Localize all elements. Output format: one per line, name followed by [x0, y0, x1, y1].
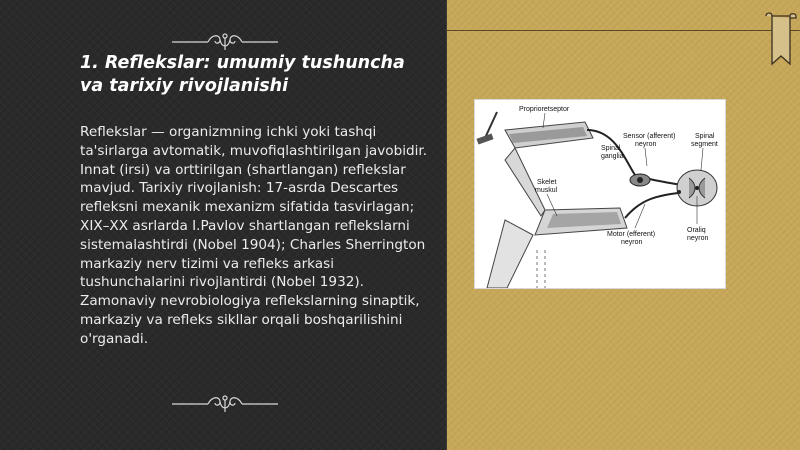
label-oraliq-1: Oraliq: [687, 227, 706, 234]
label-spinal-segment-1: Spinal: [695, 133, 715, 140]
label-skelet-2: muskul: [535, 187, 558, 194]
bookmark-ribbon-icon: [764, 12, 798, 70]
slide-title: 1. Reflekslar: umumiy tushuncha va tarixiy rivojlanishi: [80, 53, 405, 96]
label-proprioreceptor: Proprioretseptor: [519, 106, 570, 113]
label-spinal-segment-2: segment: [691, 141, 718, 148]
top-rule-line: [446, 30, 800, 31]
label-sensor-2: neyron: [635, 141, 657, 148]
label-spinal-ganglia-2: ganglia: [601, 153, 624, 160]
label-sensor-1: Sensor (afferent): [623, 133, 676, 140]
motor-nerve-path: [625, 192, 687, 218]
reflex-arc-diagram: [475, 100, 725, 288]
reflex-hammer-icon: [476, 112, 497, 145]
label-spinal-ganglia-1: Spinal: [601, 145, 621, 152]
flourish-ornament-top: [170, 28, 280, 54]
label-skelet-1: Skelet: [537, 179, 557, 186]
label-motor-2: neyron: [621, 239, 643, 246]
panel-divider: [446, 0, 447, 450]
label-oraliq-2: neyron: [687, 235, 709, 242]
slide-body-text: Reflekslar — organizmning ichki yoki tashqi ta'sirlarga avtomatik, muvofiqlashtirilgan javobidir. Innat (irsi) va orttirilgan (shartlangan) reflekslar mavjud. Tarixiy rivojlanish: 17-asrda Descartes refleksni mexanik mexanizm sifatida tasvirlagan; XIX–XX asrlarda I.Pavlov shartlangan reflekslarni sistemalashtirdi (Nobel 1904); Charles Sherrington markaziy nerv tizimi va refleks arkasi tushunchalarini rivojlantirdi (Nobel 1932). Zamonaviy nevrobiologiya reflekslarning sinaptik, markaziy va refleks sikllar orqali boshqarilishini o'rganadi.: [80, 124, 428, 347]
label-motor-1: Motor (efferent): [607, 231, 656, 238]
flourish-ornament-bottom: [170, 390, 280, 416]
reflex-arc-figure: [474, 99, 726, 289]
